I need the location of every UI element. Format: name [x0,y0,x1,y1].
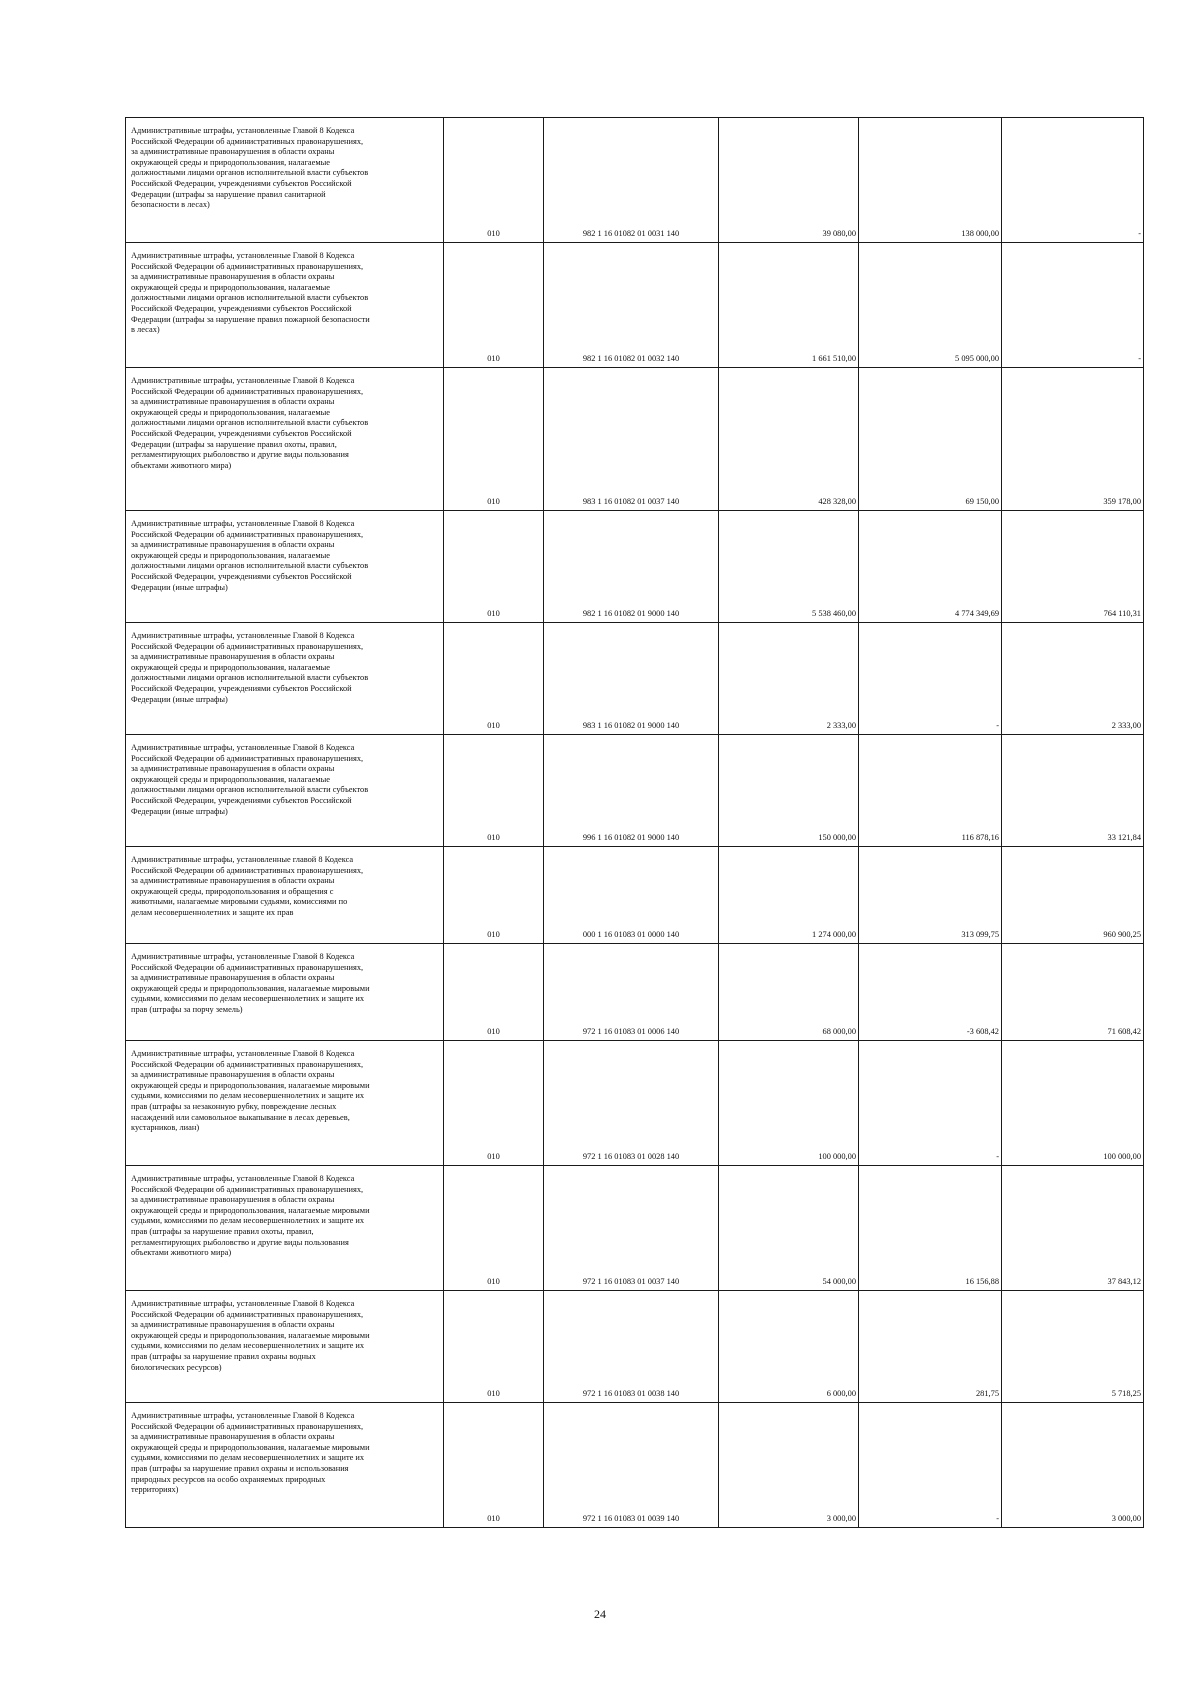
unexecuted-amount-cell: 5 718,25 [1002,1291,1144,1403]
unexecuted-amount-cell: 764 110,31 [1002,511,1144,623]
budget-code-cell: 972 1 16 01083 01 0039 140 [544,1403,719,1528]
revenue-table [125,117,1144,1528]
line-code-cell: 010 [444,1403,544,1528]
line-code-cell: 010 [444,243,544,368]
table-row [126,1041,1144,1166]
description-cell: Административные штрафы, установленные Главой 8 Кодекса Российской Федерации об административных правонарушениях, за административные правонарушения в области охраны окружающей среды и природопользования, налагаемые должностными лицами органов исполнительной власти субъектов Российской Федерации, учреждениями субъектов Российской Федерации (штрафы за нарушение правил охоты, правил, регламентирующих рыболовство и другие виды пользования объектами животного мира) [126,368,444,511]
description-cell: Административные штрафы, установленные Главой 8 Кодекса Российской Федерации об административных правонарушениях, за административные правонарушения в области охраны окружающей среды и природопользования, налагаемые должностными лицами органов исполнительной власти субъектов Российской Федерации, учреждениями субъектов Российской Федерации (иные штрафы) [126,511,444,623]
unexecuted-amount-cell: 359 178,00 [1002,368,1144,511]
description-cell: Административные штрафы, установленные Главой 8 Кодекса Российской Федерации об административных правонарушениях, за административные правонарушения в области охраны окружающей среды и природопользования, налагаемые должностными лицами органов исполнительной власти субъектов Российской Федерации, учреждениями субъектов Российской Федерации (штрафы за нарушение правил санитарной безопасности в лесах) [126,118,444,243]
executed-amount-cell: -3 608,42 [859,944,1002,1041]
budget-code-cell: 972 1 16 01083 01 0038 140 [544,1291,719,1403]
executed-amount-cell: 281,75 [859,1291,1002,1403]
line-code-cell: 010 [444,944,544,1041]
table-row [126,1166,1144,1291]
table-row [126,944,1144,1041]
line-code-cell: 010 [444,847,544,944]
page-number: 24 [594,1607,606,1621]
approved-amount-cell: 150 000,00 [719,735,859,847]
description-cell: Административные штрафы, установленные Главой 8 Кодекса Российской Федерации об административных правонарушениях, за административные правонарушения в области охраны окружающей среды и природопользования, налагаемые должностными лицами органов исполнительной власти субъектов Российской Федерации, учреждениями субъектов Российской Федерации (штрафы за нарушение правил пожарной безопасности в лесах) [126,243,444,368]
budget-code-cell: 972 1 16 01083 01 0037 140 [544,1166,719,1291]
unexecuted-amount-cell: 100 000,00 [1002,1041,1144,1166]
description-cell: Административные штрафы, установленные Главой 8 Кодекса Российской Федерации об административных правонарушениях, за административные правонарушения в области охраны окружающей среды и природопользования, налагаемые должностными лицами органов исполнительной власти субъектов Российской Федерации, учреждениями субъектов Российской Федерации (иные штрафы) [126,623,444,735]
approved-amount-cell: 100 000,00 [719,1041,859,1166]
executed-amount-cell: 4 774 349,69 [859,511,1002,623]
executed-amount-cell: 69 150,00 [859,368,1002,511]
approved-amount-cell: 6 000,00 [719,1291,859,1403]
approved-amount-cell: 39 080,00 [719,118,859,243]
description-cell: Административные штрафы, установленные Главой 8 Кодекса Российской Федерации об административных правонарушениях, за административные правонарушения в области охраны окружающей среды и природопользования, налагаемые мировыми судьями, комиссиями по делам несовершеннолетних и защите их прав (штрафы за нарушение правил охоты, правил, регламентирующих рыболовство и другие виды пользования объектами животного мира) [126,1166,444,1291]
unexecuted-amount-cell: 960 900,25 [1002,847,1144,944]
unexecuted-amount-cell: 3 000,00 [1002,1403,1144,1528]
approved-amount-cell: 428 328,00 [719,368,859,511]
table-row [126,368,1144,511]
budget-code-cell: 972 1 16 01083 01 0006 140 [544,944,719,1041]
line-code-cell: 010 [444,1166,544,1291]
document-table-container [125,117,1144,1528]
executed-amount-cell: - [859,1403,1002,1528]
description-cell: Административные штрафы, установленные Главой 8 Кодекса Российской Федерации об административных правонарушениях, за административные правонарушения в области охраны окружающей среды и природопользования, налагаемые мировыми судьями, комиссиями по делам несовершеннолетних и защите их прав (штрафы за нарушение правил охраны водных биологических ресурсов) [126,1291,444,1403]
approved-amount-cell: 3 000,00 [719,1403,859,1528]
table-row [126,1403,1144,1528]
approved-amount-cell: 2 333,00 [719,623,859,735]
line-code-cell: 010 [444,1041,544,1166]
unexecuted-amount-cell: 33 121,84 [1002,735,1144,847]
approved-amount-cell: 54 000,00 [719,1166,859,1291]
description-cell: Административные штрафы, установленные главой 8 Кодекса Российской Федерации об административных правонарушениях, за административные правонарушения в области охраны окружающей среды, природопользования и обращения с животными, налагаемые мировыми судьями, комиссиями по делам несовершеннолетних и защите их прав [126,847,444,944]
executed-amount-cell: - [859,623,1002,735]
table-body [126,118,1144,1528]
unexecuted-amount-cell: 71 608,42 [1002,944,1144,1041]
table-row [126,118,1144,243]
budget-code-cell: 972 1 16 01083 01 0028 140 [544,1041,719,1166]
description-cell: Административные штрафы, установленные Главой 8 Кодекса Российской Федерации об административных правонарушениях, за административные правонарушения в области охраны окружающей среды и природопользования, налагаемые мировыми судьями, комиссиями по делам несовершеннолетних и защите их прав (штрафы за нарушение правил охраны и использования природных ресурсов на особо охраняемых природных территориях) [126,1403,444,1528]
budget-code-cell: 000 1 16 01083 01 0000 140 [544,847,719,944]
unexecuted-amount-cell: 2 333,00 [1002,623,1144,735]
budget-code-cell: 996 1 16 01082 01 9000 140 [544,735,719,847]
budget-code-cell: 983 1 16 01082 01 0037 140 [544,368,719,511]
line-code-cell: 010 [444,118,544,243]
executed-amount-cell: 5 095 000,00 [859,243,1002,368]
unexecuted-amount-cell: - [1002,118,1144,243]
budget-code-cell: 982 1 16 01082 01 0032 140 [544,243,719,368]
table-row [126,847,1144,944]
approved-amount-cell: 5 538 460,00 [719,511,859,623]
executed-amount-cell: 138 000,00 [859,118,1002,243]
line-code-cell: 010 [444,1291,544,1403]
budget-code-cell: 982 1 16 01082 01 9000 140 [544,511,719,623]
budget-code-cell: 983 1 16 01082 01 9000 140 [544,623,719,735]
table-row [126,243,1144,368]
unexecuted-amount-cell: 37 843,12 [1002,1166,1144,1291]
unexecuted-amount-cell: - [1002,243,1144,368]
approved-amount-cell: 1 274 000,00 [719,847,859,944]
table-row [126,735,1144,847]
executed-amount-cell: - [859,1041,1002,1166]
table-row [126,511,1144,623]
description-cell: Административные штрафы, установленные Главой 8 Кодекса Российской Федерации об административных правонарушениях, за административные правонарушения в области охраны окружающей среды и природопользования, налагаемые должностными лицами органов исполнительной власти субъектов Российской Федерации, учреждениями субъектов Российской Федерации (иные штрафы) [126,735,444,847]
executed-amount-cell: 16 156,88 [859,1166,1002,1291]
line-code-cell: 010 [444,623,544,735]
description-cell: Административные штрафы, установленные Главой 8 Кодекса Российской Федерации об административных правонарушениях, за административные правонарушения в области охраны окружающей среды и природопользования, налагаемые мировыми судьями, комиссиями по делам несовершеннолетних и защите их прав (штрафы за незаконную рубку, повреждение лесных насаждений или самовольное выкапывание в лесах деревьев, кустарников, лиан) [126,1041,444,1166]
approved-amount-cell: 1 661 510,00 [719,243,859,368]
executed-amount-cell: 116 878,16 [859,735,1002,847]
table-row [126,1291,1144,1403]
budget-code-cell: 982 1 16 01082 01 0031 140 [544,118,719,243]
table-row [126,623,1144,735]
description-cell: Административные штрафы, установленные Главой 8 Кодекса Российской Федерации об административных правонарушениях, за административные правонарушения в области охраны окружающей среды и природопользования, налагаемые мировыми судьями, комиссиями по делам несовершеннолетних и защите их прав (штрафы за порчу земель) [126,944,444,1041]
executed-amount-cell: 313 099,75 [859,847,1002,944]
line-code-cell: 010 [444,368,544,511]
line-code-cell: 010 [444,735,544,847]
approved-amount-cell: 68 000,00 [719,944,859,1041]
line-code-cell: 010 [444,511,544,623]
